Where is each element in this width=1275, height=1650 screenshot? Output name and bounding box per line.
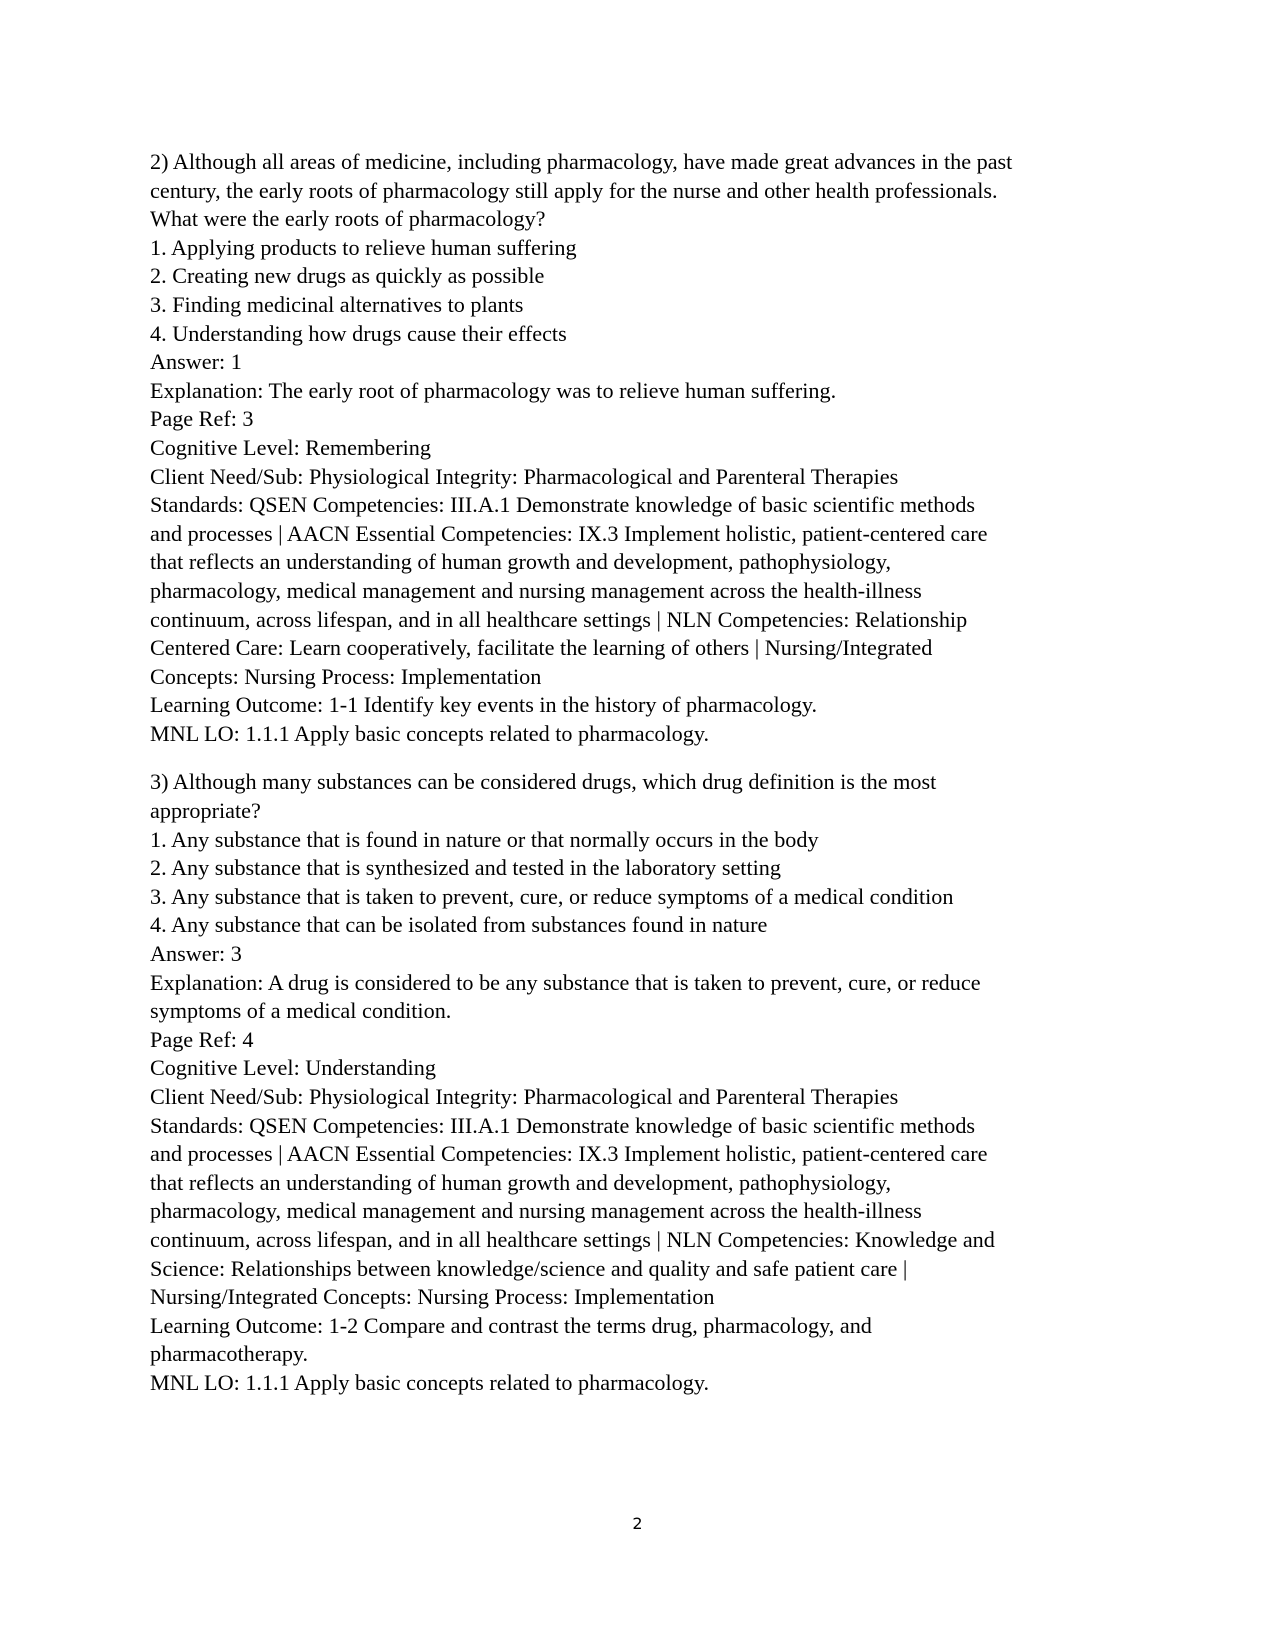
standards-line: and processes | AACN Essential Competencies: IX.3 Implement holistic, patient-centered care (150, 520, 988, 546)
page-number: 2 (632, 1514, 643, 1533)
answer-option: 2. Any substance that is synthesized and tested in the laboratory setting (150, 855, 781, 881)
cognitive-level: Cognitive Level: Understanding (150, 1055, 436, 1081)
question-stem-line: appropriate? (150, 798, 261, 824)
answer-option: 3. Finding medicinal alternatives to plants (150, 291, 524, 317)
question-stem-line: What were the early roots of pharmacology? (150, 206, 546, 232)
answer-option: 4. Understanding how drugs cause their effects (150, 320, 567, 346)
standards-line: that reflects an understanding of human growth and development, pathophysiology, (150, 549, 892, 575)
standards-line: Standards: QSEN Competencies: III.A.1 Demonstrate knowledge of basic scientific methods (150, 492, 976, 518)
standards-line: Centered Care: Learn cooperatively, facilitate the learning of others | Nursing/Integrated (150, 635, 933, 661)
explanation-line: Explanation: A drug is considered to be any substance that is taken to prevent, cure, or reduce (150, 969, 981, 995)
client-need: Client Need/Sub: Physiological Integrity: Pharmacological and Parenteral Therapies (150, 463, 899, 489)
learning-outcome-line: Learning Outcome: 1-2 Compare and contrast the terms drug, pharmacology, and (150, 1312, 872, 1338)
standards-line: Concepts: Nursing Process: Implementation (150, 663, 542, 689)
standards-line: continuum, across lifespan, and in all healthcare settings | NLN Competencies: Knowledge and (150, 1226, 995, 1252)
page-reference: Page Ref: 3 (150, 406, 254, 432)
question-stem-line: 3) Although many substances can be considered drugs, which drug definition is the most (150, 769, 937, 795)
question-stem-line: century, the early roots of pharmacology still apply for the nurse and other health professionals. (150, 177, 998, 203)
answer-option: 1. Applying products to relieve human suffering (150, 234, 577, 260)
answer-option: 2. Creating new drugs as quickly as possible (150, 263, 545, 289)
question-block-3 (150, 768, 1150, 1397)
answer-option: 1. Any substance that is found in nature or that normally occurs in the body (150, 826, 819, 852)
correct-answer: Answer: 3 (150, 941, 242, 967)
standards-line: pharmacology, medical management and nursing management across the health-illness (150, 1198, 922, 1224)
mnl-learning-objective: MNL LO: 1.1.1 Apply basic concepts related to pharmacology. (150, 720, 710, 746)
question-stem-line: 2) Although all areas of medicine, including pharmacology, have made great advances in the past (150, 149, 1013, 174)
mnl-learning-objective: MNL LO: 1.1.1 Apply basic concepts related to pharmacology. (150, 1369, 710, 1395)
standards-line: continuum, across lifespan, and in all healthcare settings | NLN Competencies: Relationship (150, 606, 968, 632)
explanation-line: Explanation: The early root of pharmacology was to relieve human suffering. (150, 377, 837, 403)
learning-outcome-line: Learning Outcome: 1-1 Identify key events in the history of pharmacology. (150, 692, 818, 718)
standards-line: Science: Relationships between knowledge/science and quality and safe patient care | (150, 1255, 908, 1281)
client-need: Client Need/Sub: Physiological Integrity: Pharmacological and Parenteral Therapies (150, 1084, 899, 1109)
standards-line: and processes | AACN Essential Competencies: IX.3 Implement holistic, patient-centered care (150, 1141, 988, 1167)
page-content (150, 148, 1150, 1398)
explanation-line: symptoms of a medical condition. (150, 998, 452, 1024)
question-block-2 (150, 148, 1150, 748)
correct-answer: Answer: 1 (150, 349, 242, 375)
cognitive-level: Cognitive Level: Remembering (150, 434, 431, 460)
standards-line: pharmacology, medical management and nursing management across the health-illness (150, 577, 922, 603)
answer-option: 3. Any substance that is taken to prevent, cure, or reduce symptoms of a medical condition (150, 883, 954, 909)
learning-outcome-line: pharmacotherapy. (150, 1341, 309, 1367)
standards-line: Standards: QSEN Competencies: III.A.1 Demonstrate knowledge of basic scientific methods (150, 1112, 976, 1138)
page-reference: Page Ref: 4 (150, 1026, 254, 1052)
answer-option: 4. Any substance that can be isolated from substances found in nature (150, 912, 768, 938)
standards-line: that reflects an understanding of human growth and development, pathophysiology, (150, 1169, 892, 1195)
standards-line: Nursing/Integrated Concepts: Nursing Process: Implementation (150, 1284, 715, 1310)
